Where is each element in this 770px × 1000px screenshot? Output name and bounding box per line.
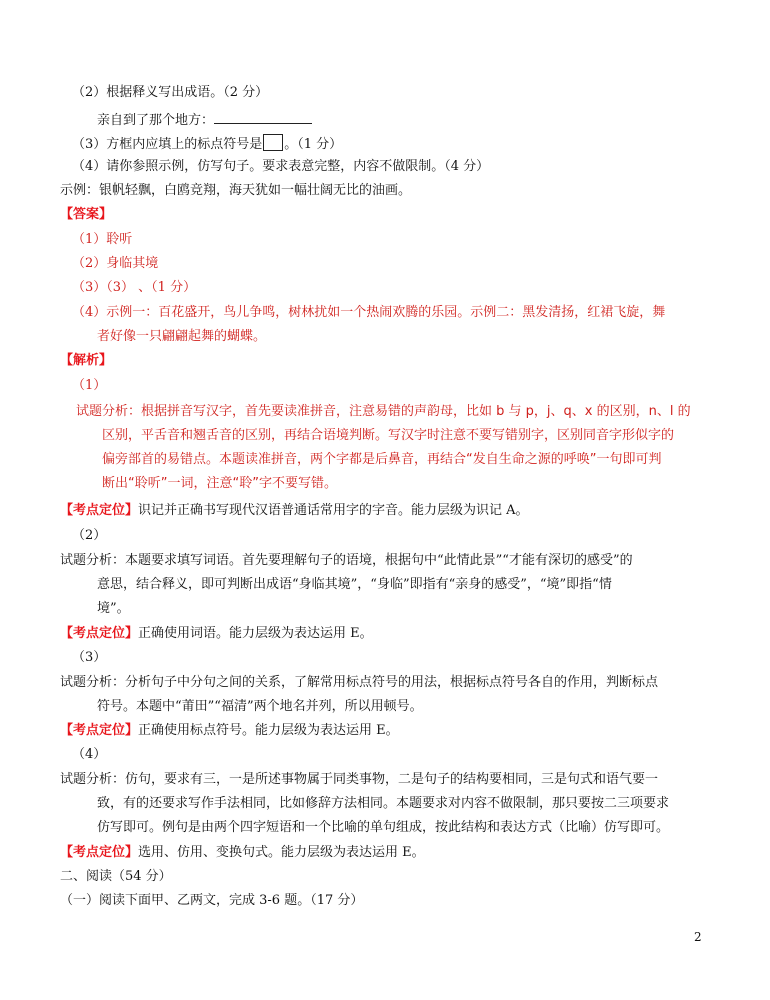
analysis-1-number: （1）: [72, 378, 107, 393]
analysis-3-number: （3）: [72, 650, 107, 665]
analysis-3-line-2: 符号。本题中“莆田”“福清”两个地名并列，所以用顿号。: [97, 699, 423, 714]
answer-blank: [214, 110, 312, 124]
key-point-1: [60, 502, 529, 520]
key-point-4-tag: 【考点定位】: [60, 845, 139, 860]
analysis-1-line-1: 试题分析：根据拼音写汉字，首先要读准拼音，注意易错的声韵母，比如 b 与 p，j、q、x 的区别，n、l 的: [76, 404, 691, 419]
analysis-2-line-2: 意思，结合释义，即可判断出成语“身临其境”，“身临”即指有“亲身的感受”，“境”即指“情: [97, 577, 612, 592]
question-4-prompt: （4）请你参照示例，仿写句子。要求表意完整，内容不做限制。（4 分）: [72, 159, 490, 174]
key-point-2-tag: 【考点定位】: [60, 626, 139, 641]
analysis-4-line-3: 仿写即可。例句是由两个四字短语和一个比喻的单句组成，按此结构和表达方式（比喻）仿写即可。: [97, 820, 670, 835]
question-3-prompt: [72, 134, 342, 154]
key-point-2-text: 正确使用词语。能力层级为表达运用 E。: [138, 626, 373, 641]
key-point-2: [60, 625, 373, 643]
answer-1: （1）聆听: [72, 232, 133, 247]
section-reading-heading: 二、阅读（54 分）: [60, 869, 172, 884]
analysis-3-line-1: 试题分析：分析句子中分句之间的关系，了解常用标点符号的用法，根据标点符号各自的作用，判断标点: [60, 675, 659, 690]
analysis-1-line-4: 断出“聆听”一词，注意“聆”字不要写错。: [102, 476, 337, 491]
answer-4-line-1: （4）示例一：百花盛开，鸟儿争鸣，树林扰如一个热闹欢腾的乐园。示例二：黑发清扬，红裙飞旋，舞: [72, 305, 666, 320]
answer-2: （2）身临其境: [72, 256, 159, 271]
question-2-item-text: 亲自到了那个地方：: [97, 113, 215, 128]
page-number: 2: [694, 930, 702, 944]
key-point-4: [60, 844, 425, 862]
answer-heading: 【答案】: [60, 207, 113, 222]
analysis-4-line-2: 致，有的还要求写作手法相同，比如修辞方法相同。本题要求对内容不做限制，那只要按二三项要求: [97, 796, 670, 811]
example-sentence: 示例：银帆轻飘，白鸥竞翔，海天犹如一幅壮阔无比的油画。: [60, 183, 412, 198]
question-2-item: [97, 110, 312, 130]
analysis-1-line-3: 偏旁部首的易错点。本题读准拼音，两个字都是后鼻音，再结合“发自生命之源的呼唤”一句即可判: [102, 452, 662, 467]
analysis-4-line-1: 试题分析：仿句，要求有三，一是所述事物属于同类事物，二是句子的结构要相同，三是句式和语气要一: [60, 772, 659, 787]
key-point-3-tag: 【考点定位】: [60, 723, 139, 738]
question-3-score: 。（1 分）: [284, 137, 343, 152]
analysis-1-line-2: 区别，平舌音和翘舌音的区别，再结合语境判断。写汉字时注意不要写错别字，区别同音字形似字的: [102, 428, 675, 443]
punctuation-box: [263, 134, 283, 151]
key-point-3-text: 正确使用标点符号。能力层级为表达运用 E。: [138, 723, 399, 738]
key-point-3: [60, 722, 399, 740]
analysis-2-number: （2）: [72, 528, 107, 543]
answer-4-line-2: 者好像一只翩翩起舞的蝴蝶。: [97, 329, 267, 344]
answer-3: （3）（3） 、（1 分）: [72, 280, 197, 295]
analysis-2-line-3: 境”。: [97, 601, 130, 616]
question-3-text: （3）方框内应填上的标点符号是: [72, 137, 263, 152]
analysis-heading: 【解析】: [60, 353, 113, 368]
section-part-1-heading: （一）阅读下面甲、乙两文，完成 3-6 题。（17 分）: [60, 893, 364, 908]
analysis-4-number: （4）: [72, 747, 107, 762]
question-2-prompt: （2）根据释义写出成语。（2 分）: [72, 85, 269, 100]
key-point-1-text: 识记并正确书写现代汉语普通话常用字的字音。能力层级为识记 A。: [138, 503, 529, 518]
key-point-1-tag: 【考点定位】: [60, 503, 139, 518]
analysis-2-line-1: 试题分析：本题要求填写词语。首先要理解句子的语境，根据句中“此情此景”“才能有深切的感受”的: [60, 553, 633, 568]
key-point-4-text: 选用、仿用、变换句式。能力层级为表达运用 E。: [138, 845, 425, 860]
